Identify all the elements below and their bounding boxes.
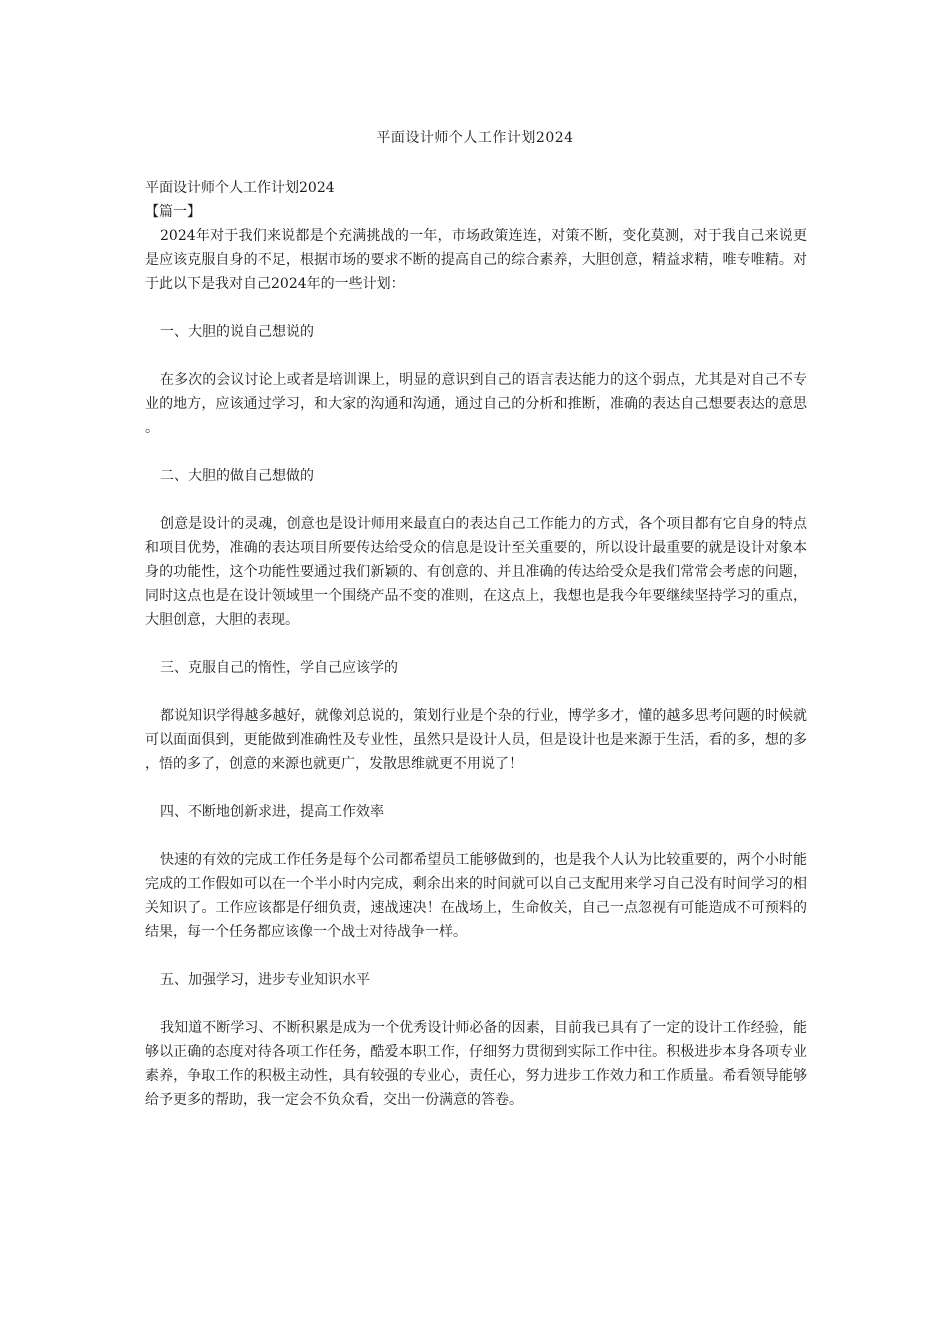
section-heading: 三、克服自己的惰性，学自己应该学的 (160, 660, 398, 676)
section-heading: 四、不断地创新求进，提高工作效率 (160, 804, 384, 820)
document-body (145, 176, 807, 1112)
section-heading: 二、大胆的做自己想做的 (160, 468, 314, 484)
section-paragraph: 快速的有效的完成工作任务是每个公司都希望员工能够做到的，也是我个人认为比较重要的，两个小时能完成的工作假如可以在一个半小时内完成，剩余出来的时间就可以自己支配用来学习自己没有时间学习的相关知识了。工作应该都是仔细负责，速战速决！在战场上，生命攸关，自己一点忽视有可能造成不可预料的结果，每一个任务都应该像一个战士对待战争一样。 (145, 852, 807, 940)
intro-paragraph: 2024年对于我们来说都是个充满挑战的一年，市场政策连连，对策不断，变化莫测，对于我自己来说更是应该克服自身的不足，根据市场的要求不断的提高自己的综合素养，大胆创意，精益求精，唯专唯精。对于此以下是我对自己2024年的一些计划： (145, 228, 807, 292)
section-paragraph: 在多次的会议讨论上或者是培训课上，明显的意识到自己的语言表达能力的这个弱点，尤其是对自己不专业的地方，应该通过学习，和大家的沟通和沟通，通过自己的分析和推断，准确的表达自己想要表达的意思。 (145, 372, 807, 436)
section-heading: 五、加强学习，进步专业知识水平 (160, 972, 370, 988)
document-subtitle: 平面设计师个人工作计划2024 (145, 180, 335, 196)
document-title: 平面设计师个人工作计划2024 (376, 130, 574, 146)
section-paragraph: 我知道不断学习、不断积累是成为一个优秀设计师必备的因素，目前我已具有了一定的设计工作经验，能够以正确的态度对待各项工作任务，酷爱本职工作，仔细努力贯彻到实际工作中往。积极进步本身各项专业素养，争取工作的积极主动性，具有较强的专业心，责任心，努力进步工作效力和工作质量。希看领导能够给予更多的帮助，我一定会不负众看，交出一份满意的答卷。 (145, 1020, 807, 1108)
part-label: 【篇一】 (145, 204, 201, 220)
section-heading: 一、大胆的说自己想说的 (160, 324, 314, 340)
section-paragraph: 创意是设计的灵魂，创意也是设计师用来最直白的表达自己工作能力的方式，各个项目都有它自身的特点和项目优势，准确的表达项目所要传达给受众的信息是设计至关重要的，所以设计最重要的就是设计对象本身的功能性，这个功能性要通过我们新颖的、有创意的、并且准确的传达给受众是我们常常会考虑的问题，同时这点也是在设计领域里一个围绕产品不变的准则，在这点上，我想也是我今年要继续坚持学习的重点，大胆创意，大胆的表现。 (145, 516, 807, 628)
section-paragraph: 都说知识学得越多越好，就像刘总说的，策划行业是个杂的行业，博学多才，懂的越多思考问题的时候就可以面面俱到，更能做到准确性及专业性，虽然只是设计人员，但是设计也是来源于生活，看的多，想的多，悟的多了，创意的来源也就更广，发散思维就更不用说了！ (145, 708, 807, 772)
